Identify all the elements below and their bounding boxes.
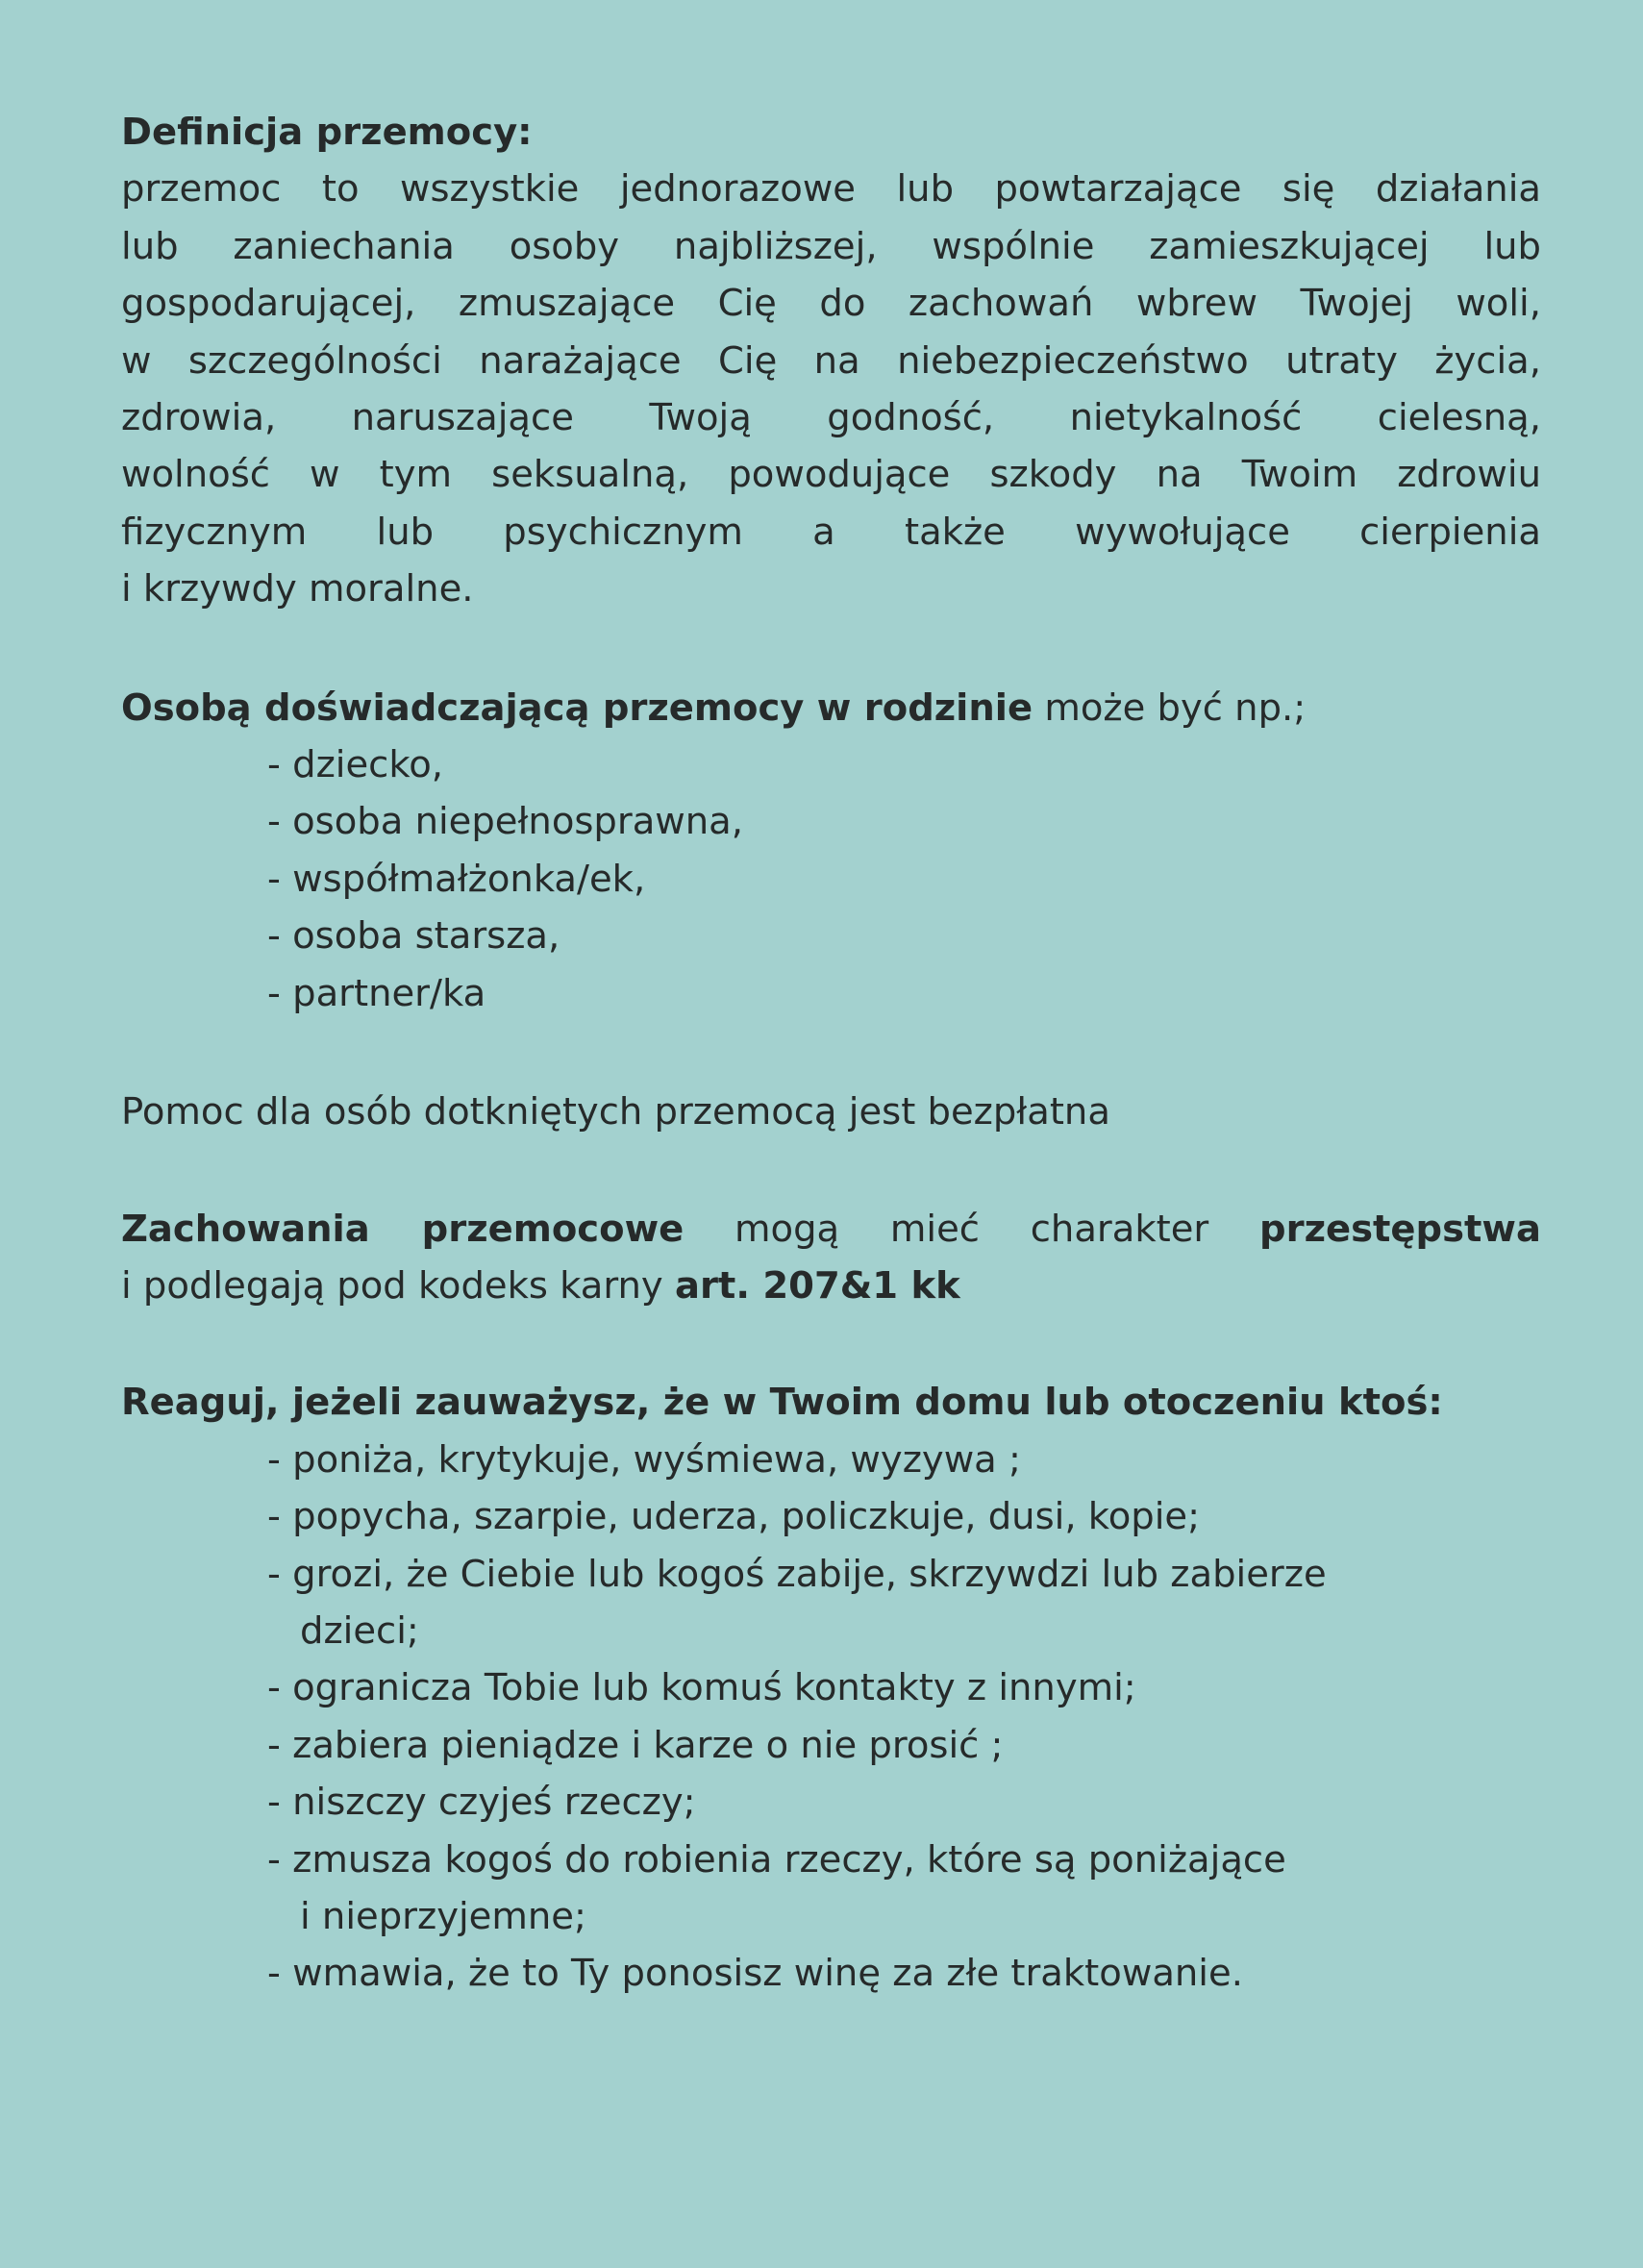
react-heading: Reaguj, jeżeli zauważysz, że w Twoim domu lub otoczeniu ktoś: — [121, 1381, 1443, 1425]
victims-heading-bold: Osobą doświadczającą przemocy w rodzinie — [121, 685, 1033, 730]
definition-line: i krzywdy moralne. — [121, 567, 474, 611]
behaviour-line-2 — [121, 1258, 1541, 1314]
definition-line: wolność w tym seksualną, powodujące szkody na Twoim zdrowiu — [121, 453, 1541, 497]
definition-body — [121, 161, 1541, 617]
list-item — [267, 1546, 1541, 1660]
list-item-line: - zabiera pieniądze i karze o nie prosić ; — [267, 1723, 1004, 1767]
react-list — [121, 1432, 1541, 2003]
behaviour-text-2: i podlegają pod kodeks karny — [121, 1263, 675, 1308]
definition-line: w szczególności narażające Cię na niebezpieczeństwo utraty życia, — [121, 338, 1541, 383]
victims-list — [121, 736, 1541, 1022]
list-item: - osoba starsza, — [267, 914, 560, 959]
list-item-line: - wmawia, że to Ty ponosisz winę za złe traktowanie. — [267, 1952, 1243, 1996]
definition-line: gospodarującej, zmuszające Cię do zachowań wbrew Twojej woli, — [121, 282, 1541, 326]
definition-line: lub zaniechania osoby najbliższej, wspólnie zamieszkującej lub — [121, 224, 1541, 268]
help-text: Pomoc dla osób dotkniętych przemocą jest bezpłatna — [121, 1090, 1110, 1134]
list-item — [267, 1717, 1541, 1774]
behaviour-text-1: mogą mieć charakter — [684, 1207, 1260, 1251]
list-item: - współmałżonka/ek, — [267, 857, 646, 901]
list-item-line: - ogranicza Tobie lub komuś kontakty z innymi; — [267, 1666, 1136, 1710]
victims-heading-rest: może być np.; — [1033, 685, 1307, 730]
list-item: - dziecko, — [267, 743, 444, 787]
list-item: - osoba niepełnosprawna, — [267, 800, 744, 844]
definition-line: przemoc to wszystkie jednorazowe lub powtarzające się działania — [121, 167, 1541, 212]
list-item-line: - popycha, szarpie, uderza, policzkuje, dusi, kopie; — [267, 1495, 1201, 1539]
behaviour-bold-2: przestępstwa — [1259, 1207, 1541, 1251]
behaviour-line-1 — [121, 1201, 1541, 1258]
list-item — [267, 1774, 1541, 1831]
list-item: - partner/ka — [267, 971, 486, 1015]
list-item-continuation: dzieci; — [300, 1608, 419, 1653]
list-item-line: - niszczy czyjeś rzeczy; — [267, 1781, 696, 1825]
definition-section — [121, 104, 1541, 618]
help-section — [121, 1084, 1541, 1140]
victims-section — [121, 680, 1541, 1022]
list-item-line: - zmusza kogoś do robienia rzeczy, które są poniżające — [267, 1837, 1286, 1882]
list-item — [267, 1488, 1541, 1545]
behaviour-bold-3: art. 207&1 kk — [674, 1263, 960, 1308]
behaviour-section — [121, 1201, 1541, 1315]
list-item — [267, 1832, 1541, 1946]
list-item — [267, 1945, 1541, 2002]
list-item — [267, 1659, 1541, 1716]
list-item — [267, 1432, 1541, 1488]
definition-line: fizycznym lub psychicznym a także wywołujące cierpienia — [121, 510, 1541, 554]
definition-heading: Definicja przemocy: — [121, 111, 533, 154]
list-item-line: - poniża, krytykuje, wyśmiewa, wyzywa ; — [267, 1437, 1021, 1482]
list-item-continuation: i nieprzyjemne; — [300, 1894, 586, 1938]
victims-heading — [121, 680, 1541, 736]
list-item-line: - grozi, że Ciebie lub kogoś zabije, skrzywdzi lub zabierze — [267, 1552, 1327, 1596]
definition-line: zdrowia, naruszające Twoją godność, nietykalność cielesną, — [121, 396, 1541, 440]
react-section — [121, 1374, 1541, 2002]
behaviour-bold-1: Zachowania przemocowe — [121, 1207, 685, 1251]
